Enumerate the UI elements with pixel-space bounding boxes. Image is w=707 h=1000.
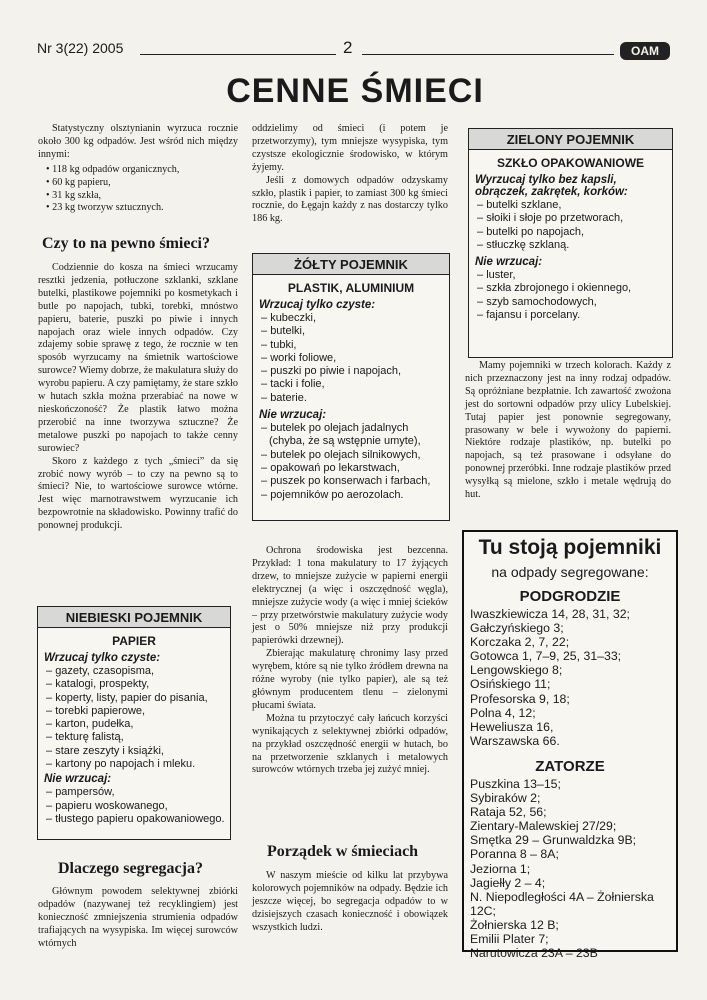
intro [38, 123, 238, 215]
yellow-container-box [252, 253, 450, 521]
list-item: – karton, pudełka, [46, 718, 226, 731]
box-title: NIEBIESKI POJEMNIK [38, 607, 230, 628]
paragraph: Można tu przytoczyć cały łańcuch korzyści wynikających z selektywnej zbiórki odpadów, na przykład oszczędność energii w hutach, bo na przetworzenie szklanych i metalowych surowców wtórnych trzeba jej zużyć mniej. [252, 712, 448, 776]
address-list [464, 607, 676, 748]
list-item: – pampersów, [46, 786, 226, 799]
address-list [464, 777, 676, 960]
logo-text: OAM [631, 44, 659, 58]
list-item: – katalogi, prospekty, [46, 678, 226, 691]
paragraph: Skoro z każdego z tych „śmieci” da się zrobić nowy wyrób – to czy na pewno są to śmieci? Nie, to wartościowe surowce wtórne. Jest więc marnotrawstwem wyrzucanie ich bezpowrotnie na składowisko. Powinny trafić do ponownej produkcji. [38, 455, 238, 532]
paragraph: Ochrona środowiska jest bezcenna. Przykład: 1 tona makulatury to 17 żyjących drzew, to mniejsze zużycie w papierni energii elektrycznej (a więc i oszczędność węgla), mniejsze zużycie wody (a więc i mniej ścieków – przy przetwórstwie makulatury zużycie wody jest o 50% mniejsze niż przy produkcji papierówki drzewnej). [252, 545, 448, 647]
page-number: 2 [343, 38, 353, 57]
list-item: N. Niepodległości 4A – Żołnierska 12C; [470, 889, 654, 918]
intro-list [38, 164, 238, 216]
issue-number: Nr 3(22) 2005 [37, 40, 124, 56]
list-item: – pojemników po aerozolach. [261, 489, 445, 502]
list-item: – stare zeszyty i książki, [46, 745, 226, 758]
list-item: Profesorska 9, 18; [470, 691, 570, 706]
list-item: – puszki po piwie i napojach, [261, 365, 445, 378]
district-heading: PODGRODZIE [519, 588, 621, 605]
list-item: – kartony po napojach i mleku. [46, 758, 226, 771]
list-item: Gałczyńskiego 3; [470, 621, 564, 636]
box-subtitle: PLASTIK, ALUMINIUM [287, 281, 415, 295]
list-item: – papieru woskowanego, [46, 800, 226, 813]
list-item: – gazety, czasopisma, [46, 665, 226, 678]
list-item: Poranna 8 – 8A; [470, 847, 559, 862]
list-item: – tubki, [261, 339, 445, 352]
list-item: Sybiraków 2; [470, 791, 541, 806]
header-rule-right [362, 54, 614, 55]
list-item: – butelek po olejach silnikowych, [261, 449, 445, 462]
col2-top-text [252, 123, 448, 226]
locations-box [462, 530, 678, 961]
section-heading: Czy to na pewno śmieci? [42, 235, 210, 252]
paragraph: Zbierając makulaturę chronimy lasy przed wyrębem, które są nie tylko źródłem drewna na różne wyroby (nie tylko papier), ale są też głównym producentem tlenu – zielonymi płucami świata. [252, 648, 448, 711]
list-item: – baterie. [261, 392, 445, 405]
paragraph: Codziennie do kosza na śmieci wrzucamy resztki jedzenia, potłuczone szklanki, szklane butelki, plastikowe pojemniki po kosmetykach i butle po napojach, tubki, torebki, mnóstwo papieru, baterie, puszki po piwie i innych napojach oraz wiele innych odpadów. Czy zdajemy sobie sprawę z tego, że rocznie w ten sposób wyrzucamy na śmietnik wartościowe surowce? Wiemy dobrze, że makulatura służy do wyrobu papieru. A czy pamiętamy, że stare szkło w hutach szkła można przerabiać na nowe w nieskończoność? Że plastik łatwo można przerobić na inne tworzywa sztuczne? Że metalowe puszki po napojach to także cenny surowiec? [38, 262, 238, 454]
list-item: – luster, [477, 269, 668, 282]
list-item: – butelek po olejach jadalnych (chyba, że są wstępnie umyte), [261, 422, 445, 449]
locations-subtitle: na odpady segregowane: [491, 564, 649, 580]
col2-mid-text [252, 545, 448, 777]
list-item: – fajansu i porcelany. [477, 309, 668, 322]
section-heading: Dlaczego segregacja? [58, 860, 203, 877]
list-item: Iwaszkiewicza 14, 28, 31, 32; [470, 607, 630, 621]
list-item: Polna 4, 12; [470, 705, 536, 720]
list-item: – tekturę falistą, [46, 731, 226, 744]
logo [620, 42, 670, 60]
box-title: ŻÓŁTY POJEMNIK [253, 254, 449, 275]
paragraph: Jeśli z domowych odpadów odzyskamy szkło, plastik i papier, to zamiast 300 kg śmieci rocznie, do Łęgajn każdy z nas dostarczy tylko 186 kg. [252, 174, 448, 225]
locations-title: Tu stoją pojemniki [478, 536, 662, 559]
box-yes-list [253, 312, 449, 405]
list-item: – szyb samochodowych, [477, 296, 668, 309]
paragraph: Mamy pojemniki w trzech kolorach. Każdy z nich przeznaczony jest na inny rodzaj odpadów. Są opróżniane bezpłatnie. Ich zawartość zwożona jest do sortowni odpadów przy ulicy Lubelskiej. Tutaj papier jest ponownie segregowany, prasowany w bele i wywożony do papierni. Niektóre rodzaje plastików, np. butelki po napojach, są też prasowane i odsyłane do ponownej przeróbki. Inne rodzaje plastików przed wysyłką są mielone, szkło i metale wędrują do hut. [465, 360, 671, 501]
list-item: Puszkina 13–15; [470, 776, 561, 791]
list-item: – opakowań po lekarstwach, [261, 462, 445, 475]
box-yes-list [469, 199, 672, 252]
blue-container-box [37, 606, 231, 840]
list-item: Smętka 29 – Grunwaldzka 9B; [470, 833, 637, 848]
list-item: – koperty, listy, papier do pisania, [46, 692, 226, 705]
green-container-box [468, 128, 673, 358]
list-item: Żołnierska 12 B; [470, 917, 559, 932]
section2-text [38, 886, 238, 951]
list-item: Gotowca 1, 7–9, 25, 31–33; [470, 649, 622, 664]
list-item: – butelki szklane, [477, 199, 668, 212]
list-item: Jagiełły 2 – 4; [470, 875, 546, 890]
paragraph: Głównym powodem selektywnej zbiórki odpadów (nazywanej też recyklingiem) jest konieczność zmniejszenia strumienia odpadów trafiających na wysypiska. Im więcej surowców wtórnych [38, 886, 238, 949]
section3-text [252, 870, 448, 935]
box-no-label: Nie wrzucaj: [259, 409, 327, 422]
list-item: – butelki, [261, 325, 445, 338]
list-item: • 23 kg tworzyw sztucznych. [46, 202, 238, 215]
box-subtitle: SZKŁO OPAKOWANIOWE [496, 156, 645, 170]
page-title: CENNE ŚMIECI [226, 72, 484, 110]
list-item: • 118 kg odpadów organicznych, [46, 164, 238, 177]
section-heading: Porządek w śmieciach [267, 843, 419, 860]
list-item: Zientary-Malewskiej 27/29; [470, 819, 617, 834]
list-item: – torebki papierowe, [46, 705, 226, 718]
section1-text [38, 262, 238, 533]
list-item: Warszawska 66. [470, 733, 560, 748]
list-item: – szkła zbrojonego i okiennego, [477, 282, 668, 295]
list-item: – kubeczki, [261, 312, 445, 325]
box-no-list [469, 269, 672, 322]
box-title: ZIELONY POJEMNIK [469, 129, 672, 150]
box-no-list [253, 422, 449, 502]
list-item: – słoiki i słoje po przetworach, [477, 212, 668, 225]
box-yes-list [38, 665, 230, 771]
box-yes-label: Wrzucaj tylko czyste: [259, 299, 376, 311]
header-rule [140, 54, 336, 55]
box-yes-label: Wrzucaj tylko czyste: [44, 652, 161, 664]
list-item: – butelki po napojach, [477, 226, 668, 239]
box-no-label: Nie wrzucaj: [44, 773, 112, 786]
list-item: – tłustego papieru opakowaniowego. [46, 813, 226, 826]
paragraph: oddzielimy od śmieci (i potem je przetworzymy), tym mniejsze wysypiska, tym czystsze ekologicznie środowisko, w którym żyjemy. [252, 123, 448, 173]
list-item: – puszek po konserwach i farbach, [261, 475, 445, 488]
list-item: Osińskiego 11; [470, 677, 551, 692]
list-item: – worki foliowe, [261, 352, 445, 365]
list-item: Narutowicza 23A – 23B [470, 946, 598, 961]
list-item: Korczaka 2, 7, 22; [470, 635, 570, 650]
box-no-list [38, 786, 230, 826]
paragraph: W naszym mieście od kilku lat przybywa kolorowych pojemników na odpady. Będzie ich jeszcze więcej, bo segregacja odpadów to w dzisiejszych czasach konieczność i obowiązek wszystkich ludzi. [252, 870, 448, 933]
box-yes-label: Wyrzucaj tylko bez kapsli, obrączek, zakrętek, korków: [475, 174, 628, 198]
col3-text [465, 360, 671, 502]
list-item: • 31 kg szkła, [46, 190, 238, 203]
box-no-label: Nie wrzucaj: [475, 256, 543, 269]
list-item: Lengowskiego 8; [470, 663, 563, 678]
list-item: Heweliusza 16, [470, 719, 554, 734]
list-item: Jeziorna 1; [470, 861, 531, 876]
list-item: Emilii Plater 7; [470, 931, 549, 946]
intro-text: Statystyczny olsztynianin wyrzuca rocznie około 300 kg odpadów. Jest wśród nich między innymi: [38, 123, 238, 160]
list-item: – tacki i folie, [261, 378, 445, 391]
box-subtitle: PAPIER [112, 634, 156, 648]
list-item: Rataja 52, 56; [470, 805, 547, 820]
list-item: – stłuczkę szklaną. [477, 239, 668, 252]
district-heading: ZATORZE [535, 757, 605, 775]
list-item: • 60 kg papieru, [46, 177, 238, 190]
